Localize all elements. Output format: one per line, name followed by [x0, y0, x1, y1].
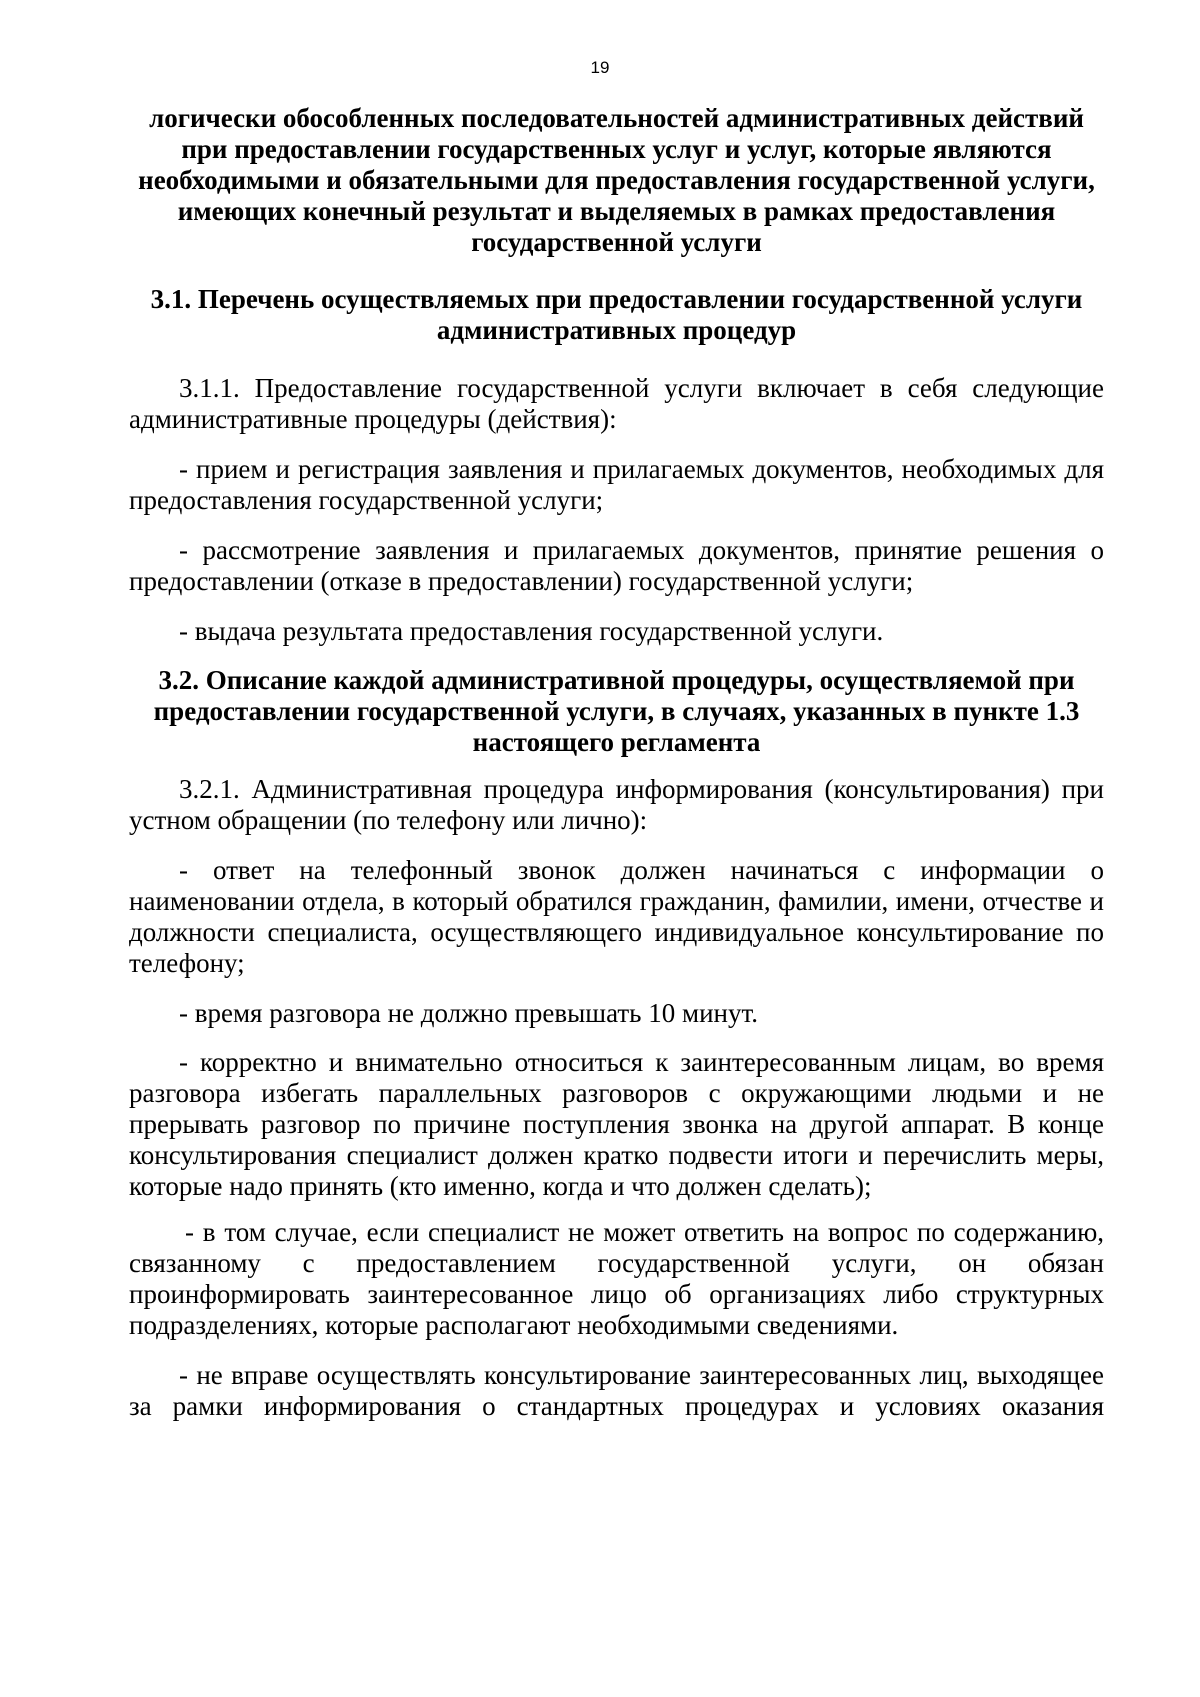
list-item-redirect: - в том случае, если специалист не может ответить на вопрос по содержанию, связанному с предоставлением государственной услуги, он обязан проинформировать заинтересованное лицо об организациях либо структурных подразделениях, которые располагают необходимыми сведениями.	[129, 1217, 1104, 1340]
paragraph-3-2-1: 3.2.1. Административная процедура информирования (консультирования) при устном обращении (по телефону или лично):	[129, 774, 1104, 835]
list-item-issue: - выдача результата предоставления государственной услуги.	[179, 616, 884, 646]
paragraph-3-1-1: 3.1.1. Предоставление государственной услуги включает в себя следующие административные процедуры (действия):	[129, 373, 1104, 434]
list-item-phone-answer: - ответ на телефонный звонок должен начинаться с информации о наименовании отдела, в который обратился гражданин, фамилии, имени, отчестве и должности специалиста, осуществляющего индивидуальное консультирование по телефону;	[129, 855, 1104, 978]
page-number: 19	[590, 58, 610, 77]
section-3-2-heading: 3.2. Описание каждой административной процедуры, осуществляемой при предоставлении государственной услуги, в случаях, указанных в пункте 1.3 настоящего регламента	[153, 665, 1080, 757]
intro-heading: логически обособленных последовательностей административных действий при предоставлении государственных услуг и услуг, которые являются необходимыми и обязательными для предоставления государственной услуги, имеющих конечный результат и выделяемых в рамках предоставления государственной услуги	[138, 103, 1095, 257]
list-item-restriction: - не вправе осуществлять консультирование заинтересованных лиц, выходящее за рамки информирования о стандартных процедурах и условиях оказания	[129, 1360, 1104, 1421]
list-item-review: - рассмотрение заявления и прилагаемых документов, принятие решения о предоставлении (отказе в предоставлении) государственной услуги;	[129, 535, 1104, 596]
list-item-duration: - время разговора не должно превышать 10 минут.	[179, 998, 758, 1028]
list-item-reception: - прием и регистрация заявления и прилагаемых документов, необходимых для предоставления государственной услуги;	[129, 454, 1104, 515]
list-item-conduct: - корректно и внимательно относиться к заинтересованным лицам, во время разговора избегать параллельных разговоров с окружающими людьми и не прерывать разговор по причине поступления звонка на другой аппарат. В конце консультирования специалист должен кратко подвести итоги и перечислить меры, которые надо принять (кто именно, когда и что должен сделать);	[129, 1047, 1104, 1201]
section-3-1-heading: 3.1. Перечень осуществляемых при предоставлении государственной услуги административных процедур	[150, 284, 1083, 345]
